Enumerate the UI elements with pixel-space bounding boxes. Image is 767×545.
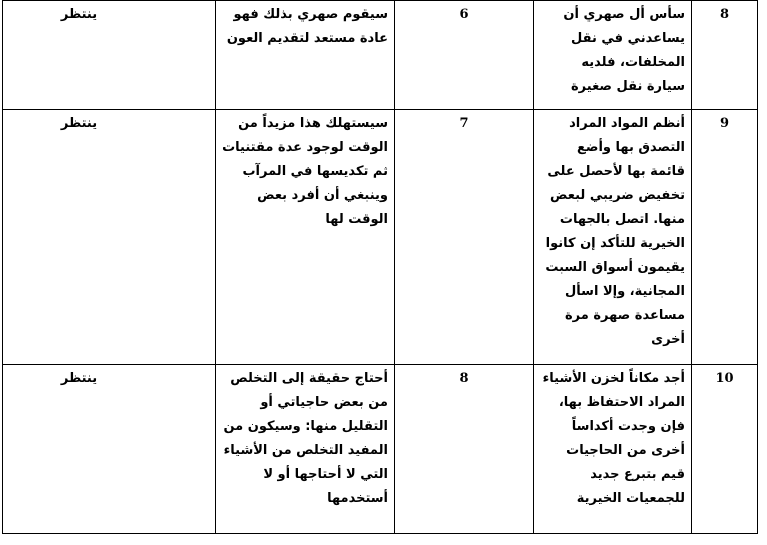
row-number-cell: 10 bbox=[692, 365, 758, 534]
note-cell: أحتاج حقيقة إلى التخلص من بعض حاجياتي أو التقليل منها: وسيكون من المفيد التخلص من الأشياء التي لا أحتاجها أو لا أستخدمها bbox=[216, 365, 395, 534]
priority-cell: 8 bbox=[395, 365, 534, 534]
note-cell: سيستهلك هذا مزيداً من الوقت لوجود عدة مقتنيات ثم تكديسها في المرآب وينبغي أن أفرد بعض الوقت لها bbox=[216, 110, 395, 365]
note-cell: سيقوم صهري بذلك فهو عادة مستعد لتقديم العون bbox=[216, 1, 395, 110]
priority-cell: 7 bbox=[395, 110, 534, 365]
action-cell: أنظم المواد المراد التصدق بها وأضع قائمة بها لأحصل على تخفيض ضريبي لبعض منها. اتصل بالجهات الخيرية للتأكد إن كانوا يقيمون أسواق السبت المجانية، وإلا اسأل مساعدة صهرة مرة أخرى bbox=[534, 110, 692, 365]
action-cell: أجد مكاناً لخزن الأشياء المراد الاحتفاظ بها، فإن وجدت أكداساً أخرى من الحاجيات قيم بتبرع جديد للجمعيات الخيرية bbox=[534, 365, 692, 534]
table-row bbox=[3, 365, 758, 534]
status-label: ينتظر bbox=[60, 371, 98, 386]
row-number-cell: 9 bbox=[692, 110, 758, 365]
status-label: ينتظر bbox=[60, 7, 98, 22]
priority-cell: 6 bbox=[395, 1, 534, 110]
status-cell bbox=[3, 110, 216, 365]
table-row bbox=[3, 110, 758, 365]
status-cell bbox=[3, 1, 216, 110]
status-label: ينتظر bbox=[60, 116, 98, 131]
action-cell: سأس أل صهري أن يساعدني في نقل المخلفات، فلديه سيارة نقل صغيرة bbox=[534, 1, 692, 110]
status-cell bbox=[3, 365, 216, 534]
table-row bbox=[3, 1, 758, 110]
task-table bbox=[2, 0, 758, 534]
row-number-cell: 8 bbox=[692, 1, 758, 110]
